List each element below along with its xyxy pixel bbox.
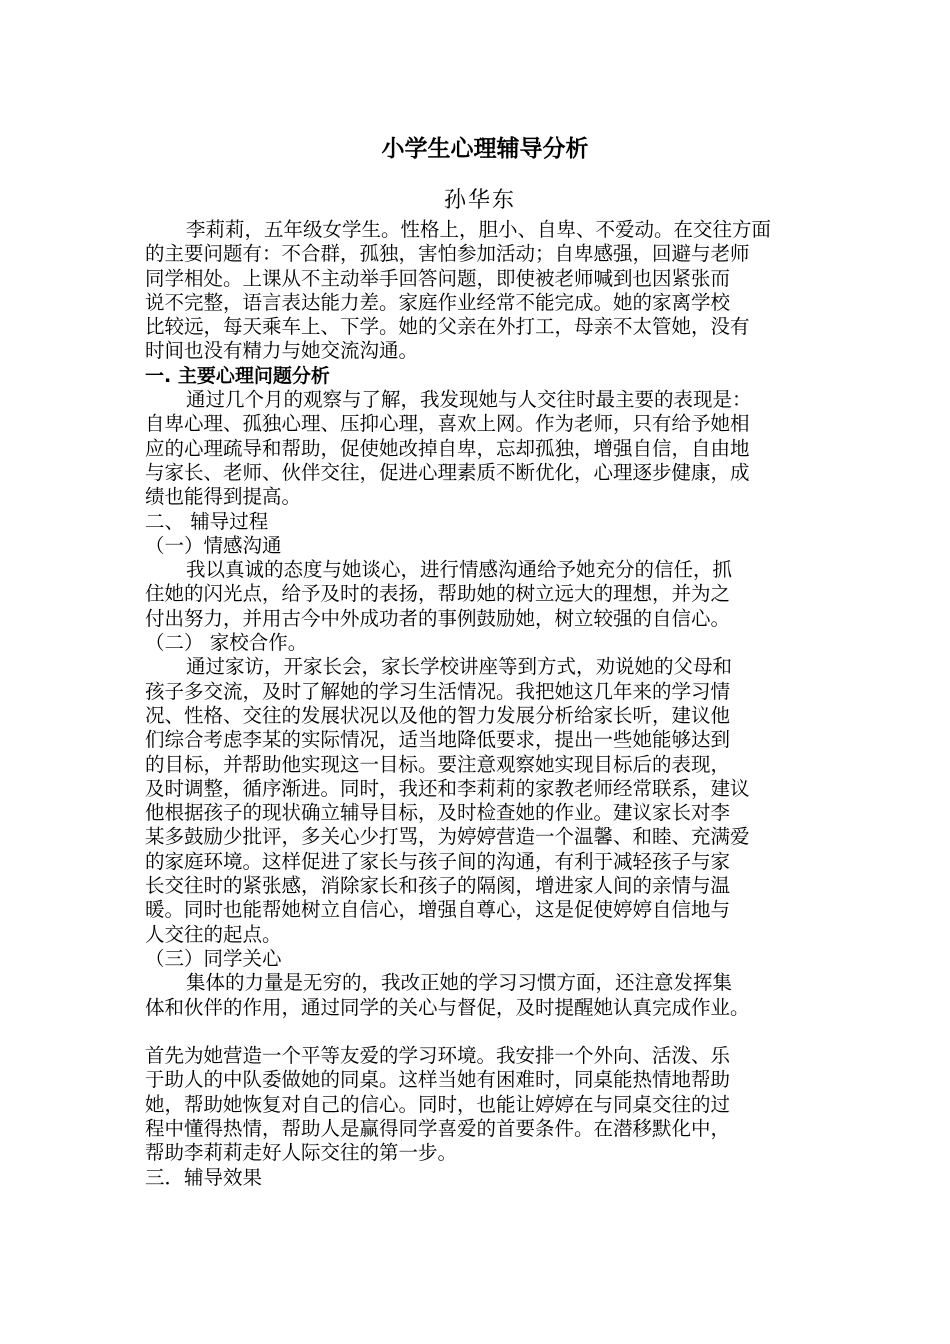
sub3-paragraph [145,971,815,1020]
paragraph-line: 孩子多交流，及时了解她的学习生活情况。我把她这几年来的学习情 [145,679,731,703]
author-name: 孙华东 [443,188,516,213]
subsection-heading-classmates: （三）同学关心 [145,946,282,970]
paragraph-line: 她，帮助她恢复对自己的信心。同时，也能让婷婷在与同桌交往的过 [145,1092,731,1116]
paragraph-line: 与家长、老师、伙伴交往，促进心理素质不断优化，心理逐步健康，成 [145,460,750,484]
paragraph-line: 说不完整，语言表达能力差。家庭作业经常不能完成。她的家离学校 [145,290,731,314]
paragraph-line: 帮助李莉莉走好人际交往的第一步。 [145,1141,458,1165]
sub2-paragraph [145,655,815,947]
paragraph-line: 时间也没有精力与她交流沟通。 [145,339,419,363]
paragraph-line: 李莉莉，五年级女学生。性格上，胆小、自卑、不爱动。在交往方面 [186,218,772,241]
paragraph-line: 集体的力量是无穷的，我改正她的学习习惯方面，还注意发挥集 [186,971,733,995]
paragraph-line: 住她的闪光点，给予及时的表扬，帮助她的树立远大的理想，并为之 [145,582,731,606]
intro-paragraph [145,218,815,364]
paragraph-line: 暖。同时也能帮她树立自信心，增强自尊心，这是促使婷婷自信地与 [145,898,731,922]
paragraph-line: 长交往时的紧张感，消除家长和孩子的隔阂，增进家人间的亲情与温 [145,874,731,898]
paragraph-line: 绩也能得到提高。 [145,485,302,509]
subsection-heading-emotional: （一）情感沟通 [145,533,282,557]
paragraph-line: 通过几个月的观察与了解，我发现她与人交往时最主要的表现是： [186,388,752,412]
section-heading-process: 二、 辅导过程 [145,509,269,533]
paragraph-line: 体和伙伴的作用，通过同学的关心与督促，及时提醒她认真完成作业。 [145,995,750,1019]
paragraph-line: 同学相处。上课从不主动举手回答问题，即使被老师喊到也因紧张而 [145,266,731,290]
document-title: 小学生心理辅导分析 [381,136,589,162]
paragraph-line: 于助人的中队委做她的同桌。这样当她有困难时，同桌能热情地帮助 [145,1068,731,1092]
paragraph-line: 首先为她营造一个平等友爱的学习环境。我安排一个外向、活泼、乐 [145,1044,731,1068]
paragraph-line: 比较远，每天乘车上、下学。她的父亲在外打工，母亲不太管她，没有 [145,315,750,339]
paragraph-line: 自卑心理、孤独心理、压抑心理，喜欢上网。作为老师，只有给予她相 [145,412,750,436]
paragraph-line: 他根据孩子的现状确立辅导目标，及时检查她的作业。建议家长对李 [145,801,731,825]
paragraph-line: 及时调整，循序渐进。同时，我还和李莉莉的家教老师经常联系，建议 [145,776,750,800]
paragraph-line: 某多鼓励少批评，多关心少打骂，为婷婷营造一个温馨、和睦、充满爱 [145,825,750,849]
document-page [145,132,815,1190]
section1-paragraph [145,388,815,509]
paragraph-line: 付出努力，并用古今中外成功者的事例鼓励她，树立较强的自信心。 [145,606,731,630]
paragraph-line: 的目标，并帮助他实现这一目标。要注意观察她实现目标后的表现， [145,752,731,776]
paragraph-line: 况、性格、交往的发展状况以及他的智力发展分析给家长听，建议他 [145,703,731,727]
sub3-continued-paragraph [145,1044,815,1165]
paragraph-line: 人交往的起点。 [145,922,282,946]
section-heading-main-problems: 一. 主要心理问题分析 [145,364,330,387]
paragraph-line: 我以真诚的态度与她谈心，进行情感沟通给予她充分的信任，抓 [186,558,733,582]
section-heading-effects: 三．辅导效果 [145,1165,263,1189]
blank-line [145,1020,815,1044]
paragraph-line: 们综合考虑李某的实际情况，适当地降低要求，提出一些她能够达到 [145,728,731,752]
paragraph-line: 应的心理疏导和帮助，促使她改掉自卑，忘却孤独，增强自信，自由地 [145,436,750,460]
sub1-paragraph [145,558,815,631]
paragraph-line: 程中懂得热情，帮助人是赢得同学喜爱的首要条件。在潜移默化中， [145,1116,731,1140]
paragraph-line: 的家庭环境。这样促进了家长与孩子间的沟通，有利于减轻孩子与家 [145,849,731,873]
subsection-heading-home-school: （二） 家校合作。 [145,631,308,655]
paragraph-line: 通过家访，开家长会，家长学校讲座等到方式，劝说她的父母和 [186,655,733,679]
paragraph-line: 的主要问题有：不合群，孤独，害怕参加活动；自卑感强，回避与老师 [145,242,750,266]
